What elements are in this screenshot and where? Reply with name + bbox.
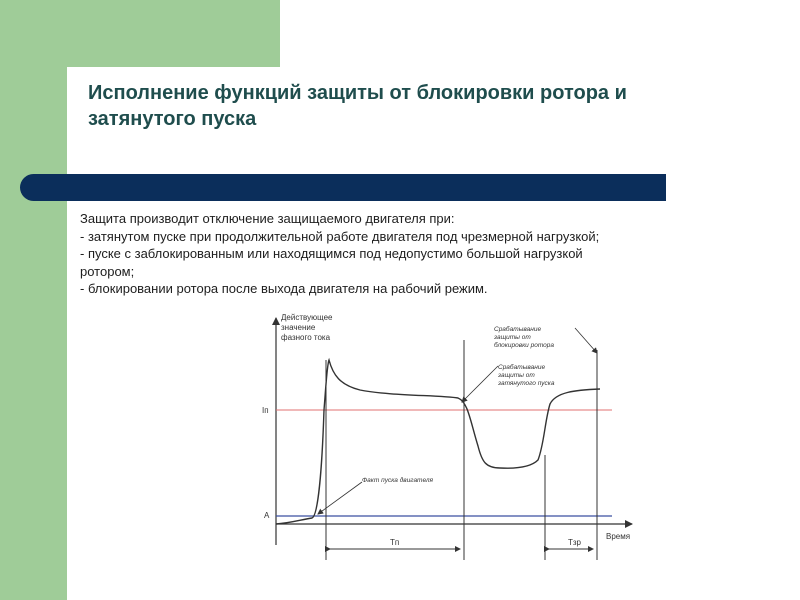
annotation-start-trip bbox=[497, 363, 555, 387]
interval-block-label: Tзр bbox=[568, 538, 582, 547]
annotation-block-trip-line-3: блокировки ротора bbox=[494, 342, 555, 349]
annotation-start-trip-line-1: Срабатывание bbox=[498, 364, 546, 371]
annotation-start-fact: Факт пуска двигателя bbox=[362, 477, 434, 484]
body-line-5: - блокировании ротора после выхода двигателя на рабочий режим. bbox=[80, 281, 488, 296]
y-axis-label-line-3: фазного тока bbox=[281, 333, 331, 342]
annotation-leader-block-trip bbox=[575, 328, 597, 353]
upper-level-label: Iп bbox=[262, 406, 269, 415]
x-axis-label: Время bbox=[606, 532, 631, 541]
interval-start-label: Tп bbox=[390, 538, 400, 547]
lower-level-label: A bbox=[264, 511, 270, 520]
body-line-1: Защита производит отключение защищаемого двигателя при: bbox=[80, 211, 455, 226]
slide-title-line-1: Исполнение функций защиты от блокировки ротора и bbox=[88, 82, 627, 104]
annotation-start-trip-line-3: затянутого пуска bbox=[498, 380, 555, 387]
annotation-block-trip-line-1: Срабатывание bbox=[494, 326, 542, 333]
annotation-start-trip-line-2: защиты от bbox=[498, 372, 535, 379]
annotation-block-trip-line-2: защиты от bbox=[494, 334, 531, 341]
body-line-3: - пуске с заблокированным или находящимся под недопустимо большой нагрузкой bbox=[80, 246, 583, 261]
slide-title-line-2: затянутого пуска bbox=[88, 108, 257, 130]
y-axis-label-line-2: значение bbox=[281, 323, 316, 332]
y-axis-label bbox=[281, 313, 335, 342]
body-line-2: - затянутом пуске при продолжительной работе двигателя под чрезмерной нагрузкой; bbox=[80, 228, 600, 244]
y-axis-label-line-1: Действующее bbox=[281, 313, 333, 322]
annotation-leader-start bbox=[318, 482, 362, 514]
body-line-4: ротором; bbox=[80, 263, 135, 279]
annotation-block-trip bbox=[493, 325, 554, 349]
annotation-leader-start-trip bbox=[462, 366, 498, 402]
